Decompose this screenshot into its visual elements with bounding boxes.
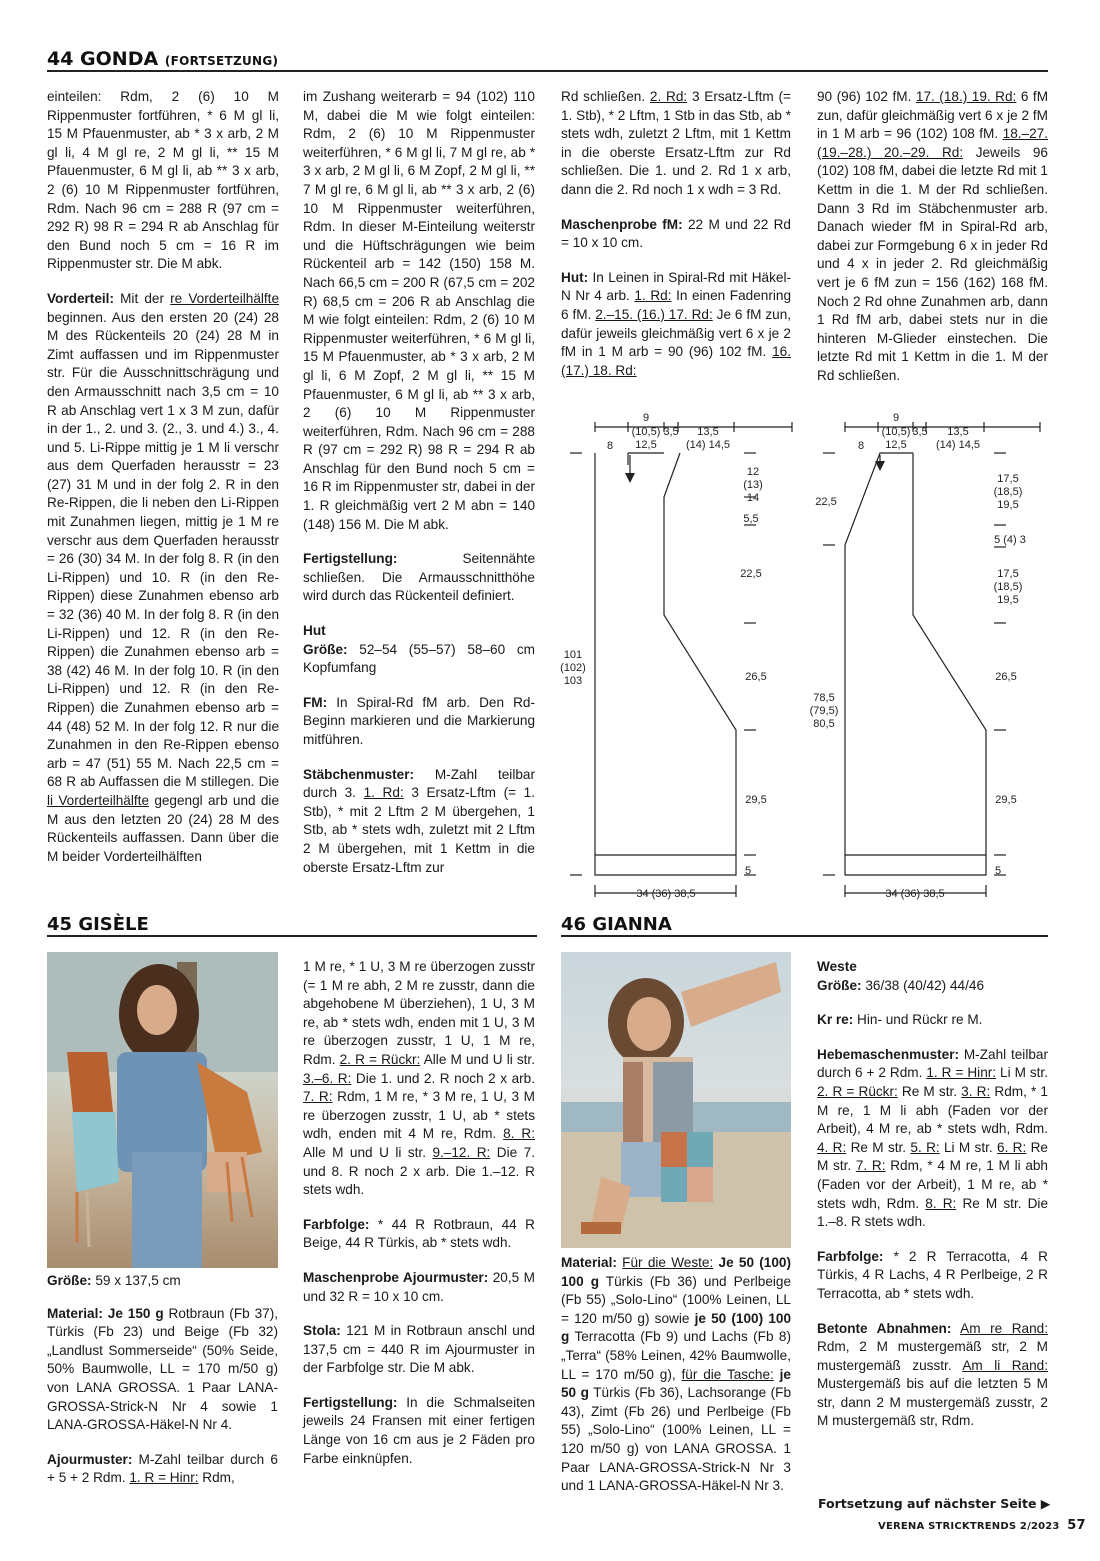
section-44-number: 44 GONDA — [47, 48, 159, 70]
section-45-rule — [47, 935, 537, 937]
gonda-column-2 — [303, 88, 535, 893]
section-44-title — [47, 48, 278, 70]
round-2-block — [561, 88, 791, 200]
gauge-fm-block — [561, 216, 791, 253]
hut-block — [561, 269, 791, 381]
gisele-row-2: 2. R = Rückr: — [339, 1051, 421, 1067]
gisele-photo — [47, 952, 278, 1268]
gianna-material-amount-1: Je 50 (100) 100 g — [561, 1255, 792, 1289]
gisele-column-1 — [47, 1272, 278, 1504]
gianna-photo — [561, 952, 791, 1248]
magazine-name: VERENA STRICKTRENDS 2/2023 — [878, 1521, 1060, 1532]
continue-next-page: Fortsetzung auf nächster Seite ▶ — [818, 1496, 1051, 1511]
gianna-hebe-c: Re M str. — [901, 1083, 958, 1099]
front-text-b: beginnen. Aus den ersten 20 (24) 28 M des Rückenteils 20 (24) 28 M in Zimt auffassen und im Rippenmuster str. Für die Ausschnittschrägung und den Armausschnitt nach 3,5 cm = 10 R ab Anschlag vert 1 x 3 M zun, dafür in der 1., 2. und 3. (2., 3. und 4.) 3., 4. und 5. Li-Rippe mittig je 1 M li verschr aus dem Querfaden herausstr = 23 (27) 31 M und in der folg 2. R in den Re-Rippen, die li neben den Li-Rippen mit Zunahmen liegen, mittig je 1 M re verschr aus dem Querfaden herausstr = 26 (30) 34 M. In der folg 8. R (in den Li-Rippen) und 10. R (in den Re-Rippen) diese Zunahmen ebenso arb = 32 (36) 40 M. In der folg 8. R (in den Li-Rippen) und 12. R (in den Re-Rippen) die Zunahmen ebenso arb = 38 (42) 46 M. In der folg 10. R (in den Li-Rippen) und 12. R (in den Re-Rippen) die Zunahmen ebenso arb = 44 (48) 52 M. In der folg 12. R nur die Zunahmen in den Re-Rippen ebenso arb = 47 (51) 55 M. Nach 22,5 cm = 68 R ab Auffassen die M stillegen. Die — [47, 309, 279, 790]
gisele-stola-text: 121 M in Rotbraun anschl und 137,5 cm = 440 R im Ajourmuster in der Farbfolge str. Die M abk. — [303, 1323, 535, 1376]
gianna-hebe-row-8: 8. R: — [925, 1195, 957, 1211]
gianna-hebe-row-5: 5. R: — [910, 1139, 940, 1155]
gisele-model-image — [47, 952, 278, 1268]
gianna-hebe-row-7: 7. R: — [855, 1158, 886, 1174]
staebchen-block — [303, 766, 535, 878]
gisele-column-2 — [303, 958, 535, 1484]
gianna-material-amount-2: je 50 (100) 100 g — [561, 1310, 792, 1345]
dim2-r2-17-5: 17,5 — [997, 568, 1019, 580]
gianna-decrease-b: Mustergemäß bis auf die letzten 5 M str, dann 2 M mustergemäß zusstr, 2 M mustergemäß str, Rdm. — [817, 1376, 1048, 1429]
gisele-size-label: Größe: — [47, 1273, 92, 1288]
gianna-material-amount-3: je 50 g — [561, 1366, 791, 1401]
dim-10-5: (10,5) — [631, 426, 661, 438]
dim2-l-79-5: (79,5) — [809, 705, 839, 717]
gisele-size: 59 x 137,5 cm — [95, 1273, 181, 1288]
gisele-material-block — [47, 1305, 278, 1435]
front-right-half: re Vorderteilhälfte — [170, 290, 280, 306]
hut-round-2-15: 2.–15. (16.) 17. Rd: — [595, 306, 713, 322]
dim-l-101: 101 — [563, 649, 583, 661]
front-left-half: li Vorderteilhälfte — [47, 792, 150, 808]
hut-round-1: 1. Rd: — [634, 288, 672, 304]
round-text-b: 3 Ersatz-Lftm (= 1. Stb), * 2 Lftm, 1 Stb in das Stb, ab * stets wdh, zuletzt 2 Lftm, mit 1 Kettm in die oberste Ersatz-Lftm zur Rd schließen. Die 1. und 2. Rd 1 x arb, dann die 2. Rd noch 1 x wdh = 3 Rd. — [561, 89, 791, 197]
gisele-pattern-f: Die 7. und 8. R noch 2 x arb. Die 1.–12. R stets wdh. — [303, 1144, 535, 1198]
schematic-front — [560, 405, 800, 905]
gianna-krre-label: Kr re: — [817, 1012, 854, 1028]
gianna-hebe-block — [817, 1046, 1048, 1232]
gonda-column-3 — [561, 88, 791, 396]
gianna-hebe-f: Li M str. — [944, 1139, 993, 1155]
gianna-hebe-e: Re M str. — [850, 1139, 907, 1155]
gisele-gauge-block — [303, 1269, 535, 1306]
gisele-pattern-a: 1 M re, * 1 U, 3 M re überzogen zusstr (= 1 M re abh, 2 M re zusstr, dann die abgehobene M überziehen), 1 U, 3 M re, ab * stets wdh, enden mit 1 U, 3 M re überzogen zusstr, 1 U, 1 M re, Rdm. — [303, 959, 535, 1067]
dim-8: 8 — [606, 440, 614, 452]
dim2-r-26-5: 26,5 — [995, 671, 1017, 683]
dim-r-26-5: 26,5 — [745, 671, 767, 683]
dim-r-22-5: 22,5 — [740, 568, 762, 580]
staebchen-round-1: 1. Rd: — [363, 785, 404, 801]
gianna-hebe-row-1: 1. R = Hinr: — [926, 1065, 997, 1081]
hut-cont-b: 6 fM zun, dafür gleichmäßig vert 6 x je 2 fM in 1 M arb = 96 (102) 108 fM. — [817, 89, 1049, 142]
gianna-decrease-block — [817, 1320, 1048, 1432]
gianna-column-1 — [561, 1254, 791, 1512]
arrow-head-icon — [625, 473, 635, 483]
hut-cont-a: 90 (96) 102 fM. — [817, 89, 912, 104]
gisele-pattern-d: Rdm, 1 M re, * 3 M re, 1 U, 3 M re überzogen zusstr, 1 U, ab * stets wdh, enden mit 4 M re, Rdm. — [303, 1089, 535, 1142]
section-46-title: 46 GIANNA — [561, 914, 672, 935]
section-44-suffix: (FORTSETZUNG) — [164, 54, 279, 68]
gisele-stola-label: Stola: — [303, 1323, 341, 1339]
dim-r-29-5: 29,5 — [745, 794, 767, 806]
front-outline — [595, 453, 736, 875]
front-text-c: gegengl arb und die M aus den letzten 20 (24) 28 M des Rückenteils auffassen. Dann über die M beider Vorderteilhälften — [47, 792, 280, 864]
gianna-vest-block — [817, 958, 1048, 995]
gianna-size-label: Größe: — [817, 977, 862, 993]
dim2-l-78-5: 78,5 — [813, 692, 835, 704]
gianna-krre-text: Hin- und Rückr re M. — [857, 1012, 983, 1028]
gisele-row-7: 7. R: — [303, 1089, 333, 1105]
round-2-label: 2. Rd: — [649, 89, 688, 104]
gisele-size-block — [47, 1272, 278, 1291]
gisele-finishing-block — [303, 1394, 535, 1468]
gianna-decrease-right: Am re Rand: — [960, 1320, 1048, 1336]
staebchen-label: Stäbchenmuster: — [303, 766, 415, 782]
fm-block — [303, 694, 535, 750]
dim2-r-18-5: (18,5) — [993, 486, 1023, 498]
gisele-row-8: 8. R: — [503, 1126, 535, 1142]
schematic-back — [808, 405, 1048, 905]
dim-bottom: 34 (36) 38,5 — [636, 888, 696, 900]
dim-12-5: 12,5 — [635, 439, 657, 451]
gisele-pattern-c: Die 1. und 2. R noch 2 x arb. — [355, 1070, 536, 1086]
hat-heading: Hut — [303, 623, 326, 639]
gisele-material-label: Material: — [47, 1305, 103, 1321]
gianna-material-bag: für die Tasche: — [681, 1366, 774, 1382]
gianna-color-block — [817, 1248, 1048, 1304]
hut-text-b: In einen Fadenring 6 fM. — [561, 288, 791, 322]
dim2-r-29-5: 29,5 — [995, 794, 1017, 806]
dim2-3-5: 3,5 — [912, 426, 928, 438]
finishing-label: Fertigstellung: — [303, 551, 398, 567]
finishing-text: Seitennähte schließen. Die Armausschnitthöhe wird durch das Rückenteil definiert. — [303, 551, 535, 604]
hat-size-label: Größe: — [303, 641, 348, 657]
hut-label: Hut: — [561, 269, 589, 285]
dim2-10-5: (10,5) — [881, 426, 911, 438]
gisele-color-label: Farbfolge: — [303, 1216, 370, 1232]
dim-9: 9 — [642, 412, 650, 424]
dim2-l-80-5: 80,5 — [813, 718, 835, 730]
section-44-rule — [47, 70, 1048, 72]
gianna-hebe-h: Rdm, * 4 M re, 1 M li abh (Faden vor der Arbeit), 1 M re, ab * stets wdh, Rdm. — [817, 1158, 1048, 1211]
gisele-row-9-12: 9.–12. R: — [432, 1144, 491, 1160]
gisele-finishing-label: Fertigstellung: — [303, 1394, 398, 1410]
gianna-size: 36/38 (40/42) 44/46 — [865, 977, 985, 993]
gianna-hebe-row-6: 6. R: — [997, 1139, 1027, 1155]
dim2-12-5: 12,5 — [885, 439, 907, 451]
gianna-hebe-b: Li M str. — [1000, 1065, 1048, 1081]
hut-text-c: Je 6 fM zun, dafür jeweils gleichmäßig vert 6 x je 2 fM in 1 M arb = 90 (96) 102 fM. — [561, 306, 792, 360]
gianna-material-vest: Für die Weste: — [622, 1255, 714, 1270]
gisele-finishing-text: In die Schmalseiten jeweils 24 Fransen mit einer fertigen Länge von 16 cm aus je 2 Fäden pro Farbe einknüpfen. — [303, 1394, 535, 1466]
gianna-color-label: Farbfolge: — [817, 1248, 884, 1264]
dim2-r2-18-5: (18,5) — [993, 581, 1023, 593]
gisele-ajour-row-1: 1. R = Hinr: — [129, 1470, 199, 1486]
staebchen-text-b: 3 Ersatz-Lftm (= 1. Stb), * mit 2 Lftm 2 M übergehen, 1 Stb, ab * stets wdh, zuletzt mit 2 Lftm 2 M übergehen, mit 1 Kettm in die oberste Ersatz-Lftm zur — [303, 785, 535, 875]
gisele-material-text: Rotbraun (Fb 37), Türkis (Fb 23) und Beige (Fb 32) „Landlust Sommerseide“ (50% Seide, 50% Baumwolle, LL = 170 m/50 g) von LANA GROSSA. 1 Paar LANA-GROSSA-Strick-N Nr 4 sowie 1 LANA-GROSSA-Häkel-N Nr 4. — [47, 1305, 278, 1433]
front-text-a: Mit der — [120, 290, 164, 306]
hut-round-16: 16. (17.) 18. Rd: — [561, 344, 791, 378]
gonda-front-text — [47, 290, 279, 866]
gisele-gauge-text: 20,5 M und 32 R = 10 x 10 cm. — [303, 1269, 535, 1304]
section-45-title: 45 GISÈLE — [47, 914, 149, 935]
hut-round-18-27: 18.–27. (19.–28.) 20.–29. Rd: — [817, 126, 1048, 160]
gonda-column-4 — [817, 88, 1048, 402]
gonda-column-1 — [47, 88, 279, 882]
dim-r-13: (13) — [743, 479, 763, 491]
gisele-color-block — [303, 1216, 535, 1253]
staebchen-text-a: M-Zahl teilbar durch 3. — [303, 766, 535, 801]
gisele-row-3-6: 3.–6. R: — [303, 1070, 352, 1086]
dim2-r-5-4-3: 5 (4) 3 — [994, 534, 1026, 546]
gisele-pattern-block — [303, 958, 535, 1200]
hut-continued — [817, 88, 1048, 386]
fm-text: In Spiral-Rd fM arb. Den Rd-Beginn markieren und die Markierung mitführen. — [303, 694, 536, 747]
gisele-ajour-label: Ajourmuster: — [47, 1451, 133, 1467]
dim2-9: 9 — [892, 412, 900, 424]
dim-l-102: (102) — [560, 662, 586, 674]
gianna-material-label: Material: — [561, 1255, 617, 1270]
fm-label: FM: — [303, 694, 328, 710]
gisele-pattern-e: Alle M und U li str. — [303, 1144, 426, 1160]
dim2-r-5: 5 — [994, 865, 1002, 877]
dim-3-5: 3,5 — [663, 426, 679, 438]
dim2-bottom: 34 (36) 38,5 — [885, 888, 945, 900]
dim2-r2-19-5: 19,5 — [997, 594, 1019, 606]
gianna-material-block — [561, 1254, 791, 1496]
gianna-hebe-row-2: 2. R = Rückr: — [817, 1083, 898, 1099]
gianna-decrease-a: Rdm, 2 M mustergemäß str, 2 M mustergemäß zusstr. — [817, 1339, 1048, 1373]
dim-r-5: 5 — [744, 865, 752, 877]
gianna-hebe-d: Rdm, * 1 M re, 1 M li abh (Faden vor der Arbeit), 4 M re, ab * stets wdh, Rdm. — [817, 1083, 1048, 1137]
section-46-rule — [561, 935, 1048, 937]
dim2-14-5: (14) 14,5 — [935, 439, 981, 451]
gianna-color-text: * 2 R Terracotta, 4 R Türkis, 4 R Lachs, 4 R Perlbeige, 2 R Terracotta, ab * stets wdh. — [817, 1248, 1048, 1301]
gianna-hebe-g: Re M str. — [817, 1139, 1048, 1174]
page-number: 57 — [1067, 1518, 1086, 1533]
arrow-head-back-icon — [875, 461, 885, 471]
dim2-8: 8 — [857, 440, 865, 452]
dim-l-103: 103 — [563, 675, 583, 687]
gonda-front-continued: im Zushang weiterarb = 94 (102) 110 M, dabei die M wie folgt einteilen: Rdm, 2 (6) 10 M Rippenmuster weiterführen, * 6 M gl li, 7 M gl re, ab * 3 x arb, 2 M gl li, 6 M Zopf, 2 M gl li, ** 7 M gl re, 6 M gl li, ab ** 3 x arb, 2 (6) 10 M Rippenmuster weiterführen, Rdm. In dieser M-Einteilung weiterstr und die Hüftschrägungen wie beim Rückenteil arb = 142 (150) 158 M. Nach 66,5 cm = 200 R (67,5 cm = 202 R) 68,5 cm = 206 R ab Anschlag die M wie folgt einteilen: Rdm, 2 (6) 10 M Rippenmuster weiterführen, * 6 M gl li, 15 M Pfauenmuster, ab * 3 x arb, 2 M gl li, 6 M Zopf, 2 M gl li, ** 15 M Pfauenmuster, 6 M gl li, ab ** 3 x arb, 2 (6) 10 M Rippenmuster weiterführen, Rdm. Nach 96 cm = 288 R (97 cm = 292 R) 98 R = 294 R ab Anschlag für den Bund noch 5 cm = 16 R im Rippenmuster str, dabei in der 1. R gleichmäßig vert 2 M abn = 140 (148) 156 M. Die M abk. — [303, 89, 535, 532]
gianna-krre-block — [817, 1011, 1048, 1030]
gianna-material-c: Terracotta (Fb 9) und Lachs (Fb 8) „Terra“ (58% Leinen, 42% Baumwolle, LL = 170 m/50 g), — [561, 1329, 791, 1382]
gianna-material-d: Türkis (Fb 36), Lachsorange (Fb 43), Zimt (Fb 26) und Perlbeige (Fb 55) „Solo-Lino“ (100% Leinen, LL = 120 m/50 g) von LANA GROSSA. 1 Paar LANA-GROSSA-Strick-N Nr 3 und 1 LANA-GROSSA-Häkel-N Nr 3. — [561, 1385, 792, 1494]
gauge-fm-label: Maschenprobe fM: — [561, 216, 683, 232]
round-text-a: Rd schließen. — [561, 89, 646, 104]
gianna-material-a: Türkis (Fb 36) und Perlbeige (Fb 55) „Solo-Lino“ (100% Leinen, LL = 120 m/50 g) sowie — [561, 1273, 792, 1326]
dim-r-12: 12 — [746, 466, 760, 478]
gianna-hebe-label: Hebemaschenmuster: — [817, 1046, 960, 1062]
dim2-r-17-5: 17,5 — [997, 473, 1019, 485]
dim2-l-22-5: 22,5 — [815, 496, 837, 508]
gonda-finishing — [303, 550, 535, 606]
gisele-stola-block — [303, 1322, 535, 1378]
gisele-pattern-b: Alle M und U li str. — [423, 1051, 535, 1067]
back-outline-right — [845, 453, 986, 875]
gianna-hebe-i: Re M str. Die 1.–8. R stets wdh. — [817, 1195, 1049, 1230]
gianna-hebe-a: M-Zahl teilbar durch 6 + 2 Rdm. — [817, 1046, 1048, 1081]
gianna-decrease-label: Betonte Abnahmen: — [817, 1320, 952, 1336]
dim-13-5: 13,5 — [697, 426, 719, 438]
hut-cont-c: Jeweils 96 (102) 108 fM, dabei die letzte Rd mit 1 Kettm in die 1. M der Rd schließen. Dann 3 Rd im Stäbchenmuster arb. Danach wieder fM in Spiral-Rd arb, dabei zur Formgebung 6 x in jeder Rd und 4 x in jeder 2. Rd gleichmäßig vert je 6 fM zun = 156 (162) 168 fM. Noch 2 Rd ohne Zunahmen arb, dann 1 Rd fM arb, dabei stets nur in die hinteren M-Glieder einstechen. Die letzte Rd mit 1 Kettm in die 1. M der Rd schließen. — [817, 144, 1048, 383]
gisele-gauge-label: Maschenprobe Ajourmuster: — [303, 1269, 489, 1285]
gisele-color-text: * 44 R Rotbraun, 44 R Beige, 44 R Türkis, ab * stets wdh. — [303, 1216, 536, 1251]
gonda-back-text: einteilen: Rdm, 2 (6) 10 M Rippenmuster fortführen, * 6 M gl li, 15 M Pfauenmuster, ab * 3 x arb, 2 M gl li, 4 M gl re, 2 M gl li, ** 15 M Pfauenmuster, 6 M gl li, ab ** 3 x arb, 2 (6) 10 M Rippenmuster fortführen, Rdm. Nach 96 cm = 288 R (97 cm = 292 R) 98 R = 294 R ab Anschlag für den Bund noch 5 cm = 16 R im Rippenmuster str. Die M abk. — [47, 89, 279, 272]
hut-round-17: 17. (18.) 19. Rd: — [915, 89, 1017, 104]
page-footer — [878, 1518, 1086, 1533]
dim-r-5-5: 5,5 — [743, 513, 759, 525]
gauge-fm-text: 22 M und 22 Rd = 10 x 10 cm. — [561, 216, 791, 251]
gianna-hebe-row-3: 3. R: — [961, 1083, 991, 1099]
gisele-ajour-b: Rdm, — [202, 1470, 235, 1486]
hut-text-a: In Leinen in Spiral-Rd mit Häkel-N Nr 4 arb. — [561, 269, 792, 304]
gisele-ajour-block — [47, 1451, 278, 1488]
gianna-column-2 — [817, 958, 1048, 1447]
gianna-model-image — [561, 952, 791, 1248]
gisele-ajour-a: M-Zahl teilbar durch 6 + 5 + 2 Rdm. — [47, 1451, 278, 1486]
gisele-material-amount: Je 150 g — [107, 1305, 164, 1321]
dim-14-5: (14) 14,5 — [685, 439, 731, 451]
gianna-hebe-row-4: 4. R: — [817, 1139, 847, 1155]
front-label: Vorderteil: — [47, 290, 114, 306]
dim-r-14: 14 — [746, 492, 760, 504]
hat-size: 52–54 (55–57) 58–60 cm Kopfumfang — [303, 641, 535, 676]
hat-block — [303, 622, 535, 678]
dim2-13-5: 13,5 — [947, 426, 969, 438]
dim2-r-19-5: 19,5 — [997, 499, 1019, 511]
gianna-vest-heading: Weste — [817, 959, 857, 974]
gianna-decrease-left: Am li Rand: — [962, 1357, 1048, 1373]
